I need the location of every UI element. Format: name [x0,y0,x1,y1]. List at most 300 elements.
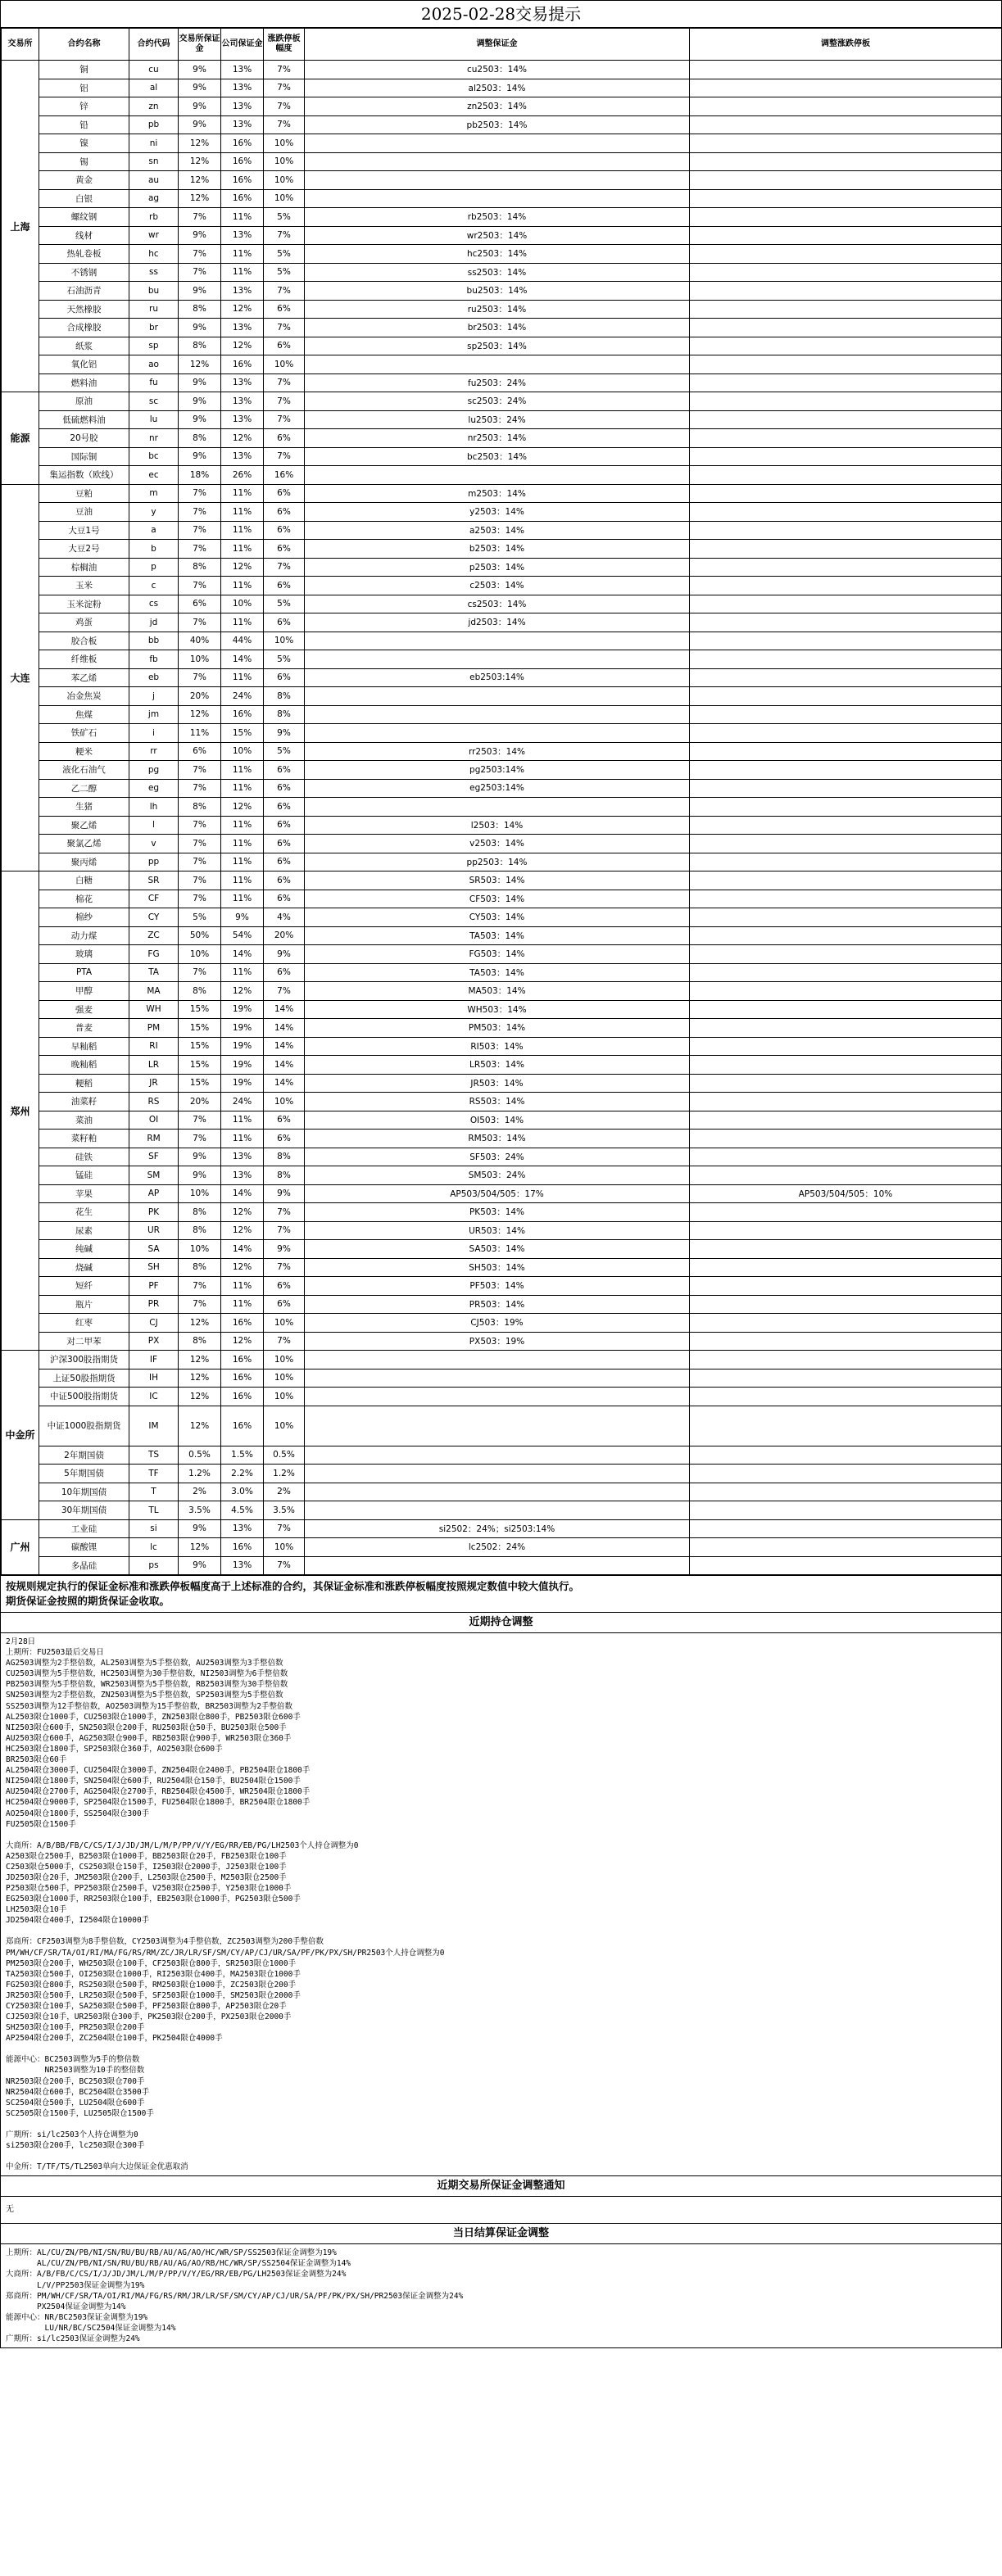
position-line: CU2503调整为5手整倍数，HC2503调整为30手整倍数，NI2503调整为6手整倍数 [6,1669,288,1679]
table-row [2,742,1002,761]
adjusted-limit-cell [690,1519,1002,1538]
exchange-margin-cell: 7% [179,263,221,282]
contract-code-cell: m [129,484,179,503]
company-margin-cell: 11% [221,263,264,282]
price-limit-cell: 7% [264,97,305,116]
company-margin-cell: 12% [221,1332,264,1351]
block-gap [6,1926,996,1936]
price-limit-cell: 10% [264,134,305,153]
price-limit-cell: 6% [264,1277,305,1296]
contract-code-cell: eg [129,779,179,798]
table-row [2,890,1002,908]
settle-section-title: 当日结算保证金调整 [1,2224,1001,2244]
position-line: P2503限仓500手，PP2503限仓2500手，V2503限仓2500手，Y2503限仓1000手 [6,1884,292,1894]
adjusted-margin-cell: lu2503：24% [305,410,690,429]
price-limit-cell: 6% [264,798,305,817]
price-limit-cell: 5% [264,263,305,282]
table-row [2,1019,1002,1038]
exchange-margin-cell: 9% [179,226,221,245]
adjusted-limit-cell [690,705,1002,724]
adjusted-margin-cell: pb2503：14% [305,115,690,134]
adjusted-margin-cell: lc2502：24% [305,1538,690,1557]
exchange-margin-cell: 9% [179,115,221,134]
block-gap [6,2151,996,2162]
contract-code-cell: RM [129,1130,179,1148]
adjusted-margin-cell [305,650,690,669]
adjusted-limit-cell [690,1019,1002,1038]
exchange-margin-cell: 7% [179,779,221,798]
price-limit-cell: 10% [264,1093,305,1111]
contract-name-cell: 天然橡胶 [39,300,129,319]
contract-name-cell: 强麦 [39,1000,129,1019]
table-row [2,134,1002,153]
contract-code-cell: ps [129,1556,179,1575]
table-row [2,687,1002,706]
position-line: AL2504限仓3000手，CU2504限仓3000手，ZN2504限仓2400手，PB2504限仓1800手 [6,1766,311,1776]
position-line: SS2503调整为12手整倍数，AO2503调整为15手整倍数，BR2503调整为2手整倍数 [6,1701,293,1711]
company-margin-cell: 13% [221,282,264,301]
position-line: NI2504限仓1800手，SN2504限仓600手，RU2504限仓150手，BU2504限仓1500手 [6,1777,301,1786]
adjusted-margin-cell: RI503：14% [305,1037,690,1056]
contract-name-cell: 锰硅 [39,1166,129,1185]
price-limit-cell: 6% [264,300,305,319]
exchange-margin-cell: 12% [179,134,221,153]
company-margin-cell: 11% [221,1295,264,1314]
price-limit-cell: 10% [264,1369,305,1388]
table-row [2,171,1002,190]
position-line: A2503限仓2500手，B2503限仓1000手，BB2503限仓20手，FB2503限仓100手 [6,1851,287,1861]
table-row [2,540,1002,559]
adjusted-margin-cell [305,171,690,190]
adjusted-limit-cell [690,1000,1002,1019]
position-line: AU2504限仓2700手，AG2504限仓2700手，RB2504限仓4500手，WR2504限仓1800手 [6,1787,311,1797]
contract-code-cell: p [129,558,179,577]
contract-code-cell: cu [129,61,179,79]
exchange-margin-cell: 7% [179,835,221,853]
price-limit-cell: 7% [264,392,305,411]
price-limit-cell: 6% [264,540,305,559]
adjusted-margin-cell [305,705,690,724]
company-margin-cell: 13% [221,1148,264,1166]
position-line: LH2503限仓10手 [6,1905,67,1915]
company-margin-cell: 11% [221,1130,264,1148]
position-line: NR2503限仓200手，BC2503限仓700手 [6,2076,145,2086]
position-line: 郑商所：CF2503调整为8手整倍数，CY2503调整为4手整倍数，ZC2503调整为200手整倍数 [6,1937,324,1947]
adjusted-limit-cell [690,1166,1002,1185]
header-adjusted-limit: 调整涨跌停板 [690,29,1002,61]
table-row [2,226,1002,245]
adjusted-margin-cell: SR503：14% [305,871,690,890]
table-row [2,1037,1002,1056]
contract-name-cell: 黄金 [39,171,129,190]
price-limit-cell: 5% [264,650,305,669]
position-line: C2503限仓5000手，CS2503限仓150手，I2503限仓2000手，J2503限仓100手 [6,1862,287,1872]
contract-name-cell: 燃料油 [39,373,129,392]
position-line: FG2503限仓800手，RS2503限仓500手，RM2503限仓1000手，ZC2503限仓200手 [6,1980,297,1990]
table-row [2,1184,1002,1203]
table-row [2,466,1002,485]
settle-line: 广期所：si/lc2503保证金调整为24% [6,2334,140,2343]
block-gap [6,2119,996,2130]
company-margin-cell: 1.5% [221,1446,264,1465]
exchange-margin-cell: 8% [179,300,221,319]
company-margin-cell: 13% [221,226,264,245]
adjusted-margin-cell: LR503：14% [305,1056,690,1075]
adjusted-margin-cell: al2503：14% [305,79,690,97]
price-limit-cell: 2% [264,1483,305,1501]
contract-name-cell: 铜 [39,61,129,79]
contract-name-cell: 聚氯乙烯 [39,835,129,853]
table-row [2,1332,1002,1351]
price-limit-cell: 6% [264,963,305,982]
company-margin-cell: 11% [221,245,264,264]
contract-name-cell: 20号胶 [39,429,129,448]
price-limit-cell: 6% [264,337,305,355]
page-title: 2025-02-28交易提示 [1,1,1001,28]
position-line: SH2503限仓100手，PR2503限仓200手 [6,2023,145,2033]
adjusted-margin-cell: pg2503:14% [305,761,690,780]
company-margin-cell: 11% [221,613,264,632]
table-row [2,189,1002,208]
contract-name-cell: 菜油 [39,1111,129,1130]
price-limit-cell: 6% [264,577,305,595]
contract-code-cell: j [129,687,179,706]
position-line: EG2503限仓1000手，RR2503限仓100手，EB2503限仓1000手，PG2503限仓500手 [6,1895,301,1904]
price-limit-cell: 10% [264,189,305,208]
adjusted-limit-cell [690,1295,1002,1314]
company-margin-cell: 16% [221,1314,264,1333]
company-margin-cell: 19% [221,1056,264,1075]
table-row [2,1501,1002,1520]
contract-code-cell: nr [129,429,179,448]
adjusted-margin-cell: CF503：14% [305,890,690,908]
adjusted-margin-cell: cs2503：14% [305,595,690,613]
price-limit-cell: 6% [264,484,305,503]
adjusted-limit-cell [690,410,1002,429]
position-line: TA2503限仓500手，OI2503限仓1000手，RI2503限仓400手，MA2503限仓1000手 [6,1969,301,1979]
exchange-margin-cell: 9% [179,1148,221,1166]
contract-code-cell: jd [129,613,179,632]
adjusted-limit-cell [690,613,1002,632]
price-limit-cell: 6% [264,761,305,780]
table-row [2,61,1002,79]
contract-code-cell: PK [129,1203,179,1222]
company-margin-cell: 14% [221,945,264,964]
adjusted-limit-cell [690,871,1002,890]
adjusted-limit-cell [690,61,1002,79]
position-line: HC2503限仓1800手，SP2503限仓360手，AO2503限仓600手 [6,1744,223,1754]
contract-name-cell: PTA [39,963,129,982]
contract-code-cell: JR [129,1074,179,1093]
adjusted-margin-cell [305,355,690,374]
exchange-margin-cell: 8% [179,1258,221,1277]
company-margin-cell: 10% [221,595,264,613]
contract-code-cell: pp [129,853,179,871]
contract-name-cell: 沪深300股指期货 [39,1351,129,1369]
table-row [2,1221,1002,1240]
contract-code-cell: si [129,1519,179,1538]
adjusted-limit-cell [690,1369,1002,1388]
price-limit-cell: 6% [264,1111,305,1130]
position-line: SC2504限仓500手，LU2504限仓600手 [6,2098,145,2107]
company-margin-cell: 12% [221,558,264,577]
company-margin-cell: 11% [221,577,264,595]
settle-line: PX2504保证金调整为14% [6,2302,126,2311]
adjusted-margin-cell [305,1465,690,1483]
position-line: 广期所：si/lc2503个人持仓调整为0 [6,2130,138,2139]
adjusted-limit-cell [690,373,1002,392]
adjusted-margin-cell: v2503：14% [305,835,690,853]
company-margin-cell: 3.0% [221,1483,264,1501]
table-row [2,853,1002,871]
adjusted-margin-cell [305,1483,690,1501]
contract-name-cell: 液化石油气 [39,761,129,780]
contract-code-cell: PR [129,1295,179,1314]
adjusted-margin-cell: b2503：14% [305,540,690,559]
adjusted-limit-cell [690,1351,1002,1369]
adjusted-margin-cell: rb2503：14% [305,208,690,227]
contract-name-cell: 碳酸锂 [39,1538,129,1557]
position-line: AP2504限仓200手，ZC2504限仓100手，PK2504限仓4000手 [6,2034,223,2044]
adjusted-margin-cell: FG503：14% [305,945,690,964]
table-row [2,1406,1002,1446]
company-margin-cell: 12% [221,798,264,817]
price-limit-cell: 7% [264,982,305,1001]
exchange-margin-cell: 9% [179,447,221,466]
adjusted-margin-cell: fu2503：24% [305,373,690,392]
price-limit-cell: 7% [264,1258,305,1277]
adjusted-limit-cell [690,1056,1002,1075]
settle-line: L/V/PP2503保证金调整为19% [6,2280,145,2290]
contract-name-cell: 普麦 [39,1019,129,1038]
company-margin-cell: 14% [221,1240,264,1259]
adjusted-limit-cell [690,945,1002,964]
position-line: CY2503限仓100手，SA2503限仓500手，PF2503限仓800手，AP2503限仓20手 [6,2002,287,2011]
company-margin-cell: 13% [221,79,264,97]
exchange-margin-cell: 5% [179,908,221,927]
adjusted-limit-cell [690,429,1002,448]
contract-code-cell: rb [129,208,179,227]
price-limit-cell: 8% [264,1166,305,1185]
contract-code-cell: LR [129,1056,179,1075]
adjusted-margin-cell [305,1446,690,1465]
contract-name-cell: 粳米 [39,742,129,761]
adjusted-margin-cell [305,466,690,485]
adjusted-margin-cell [305,1556,690,1575]
company-margin-cell: 16% [221,171,264,190]
adjusted-margin-cell [305,1388,690,1406]
table-row [2,650,1002,669]
price-limit-cell: 6% [264,503,305,522]
adjusted-limit-cell [690,1221,1002,1240]
position-line: AG2503调整为2手整倍数，AL2503调整为5手整倍数，AU2503调整为3手整倍数 [6,1659,283,1668]
adjusted-limit-cell [690,1483,1002,1501]
position-line: NR2504限仓600手，BC2504限仓3500手 [6,2087,150,2097]
contract-name-cell: 2年期国债 [39,1446,129,1465]
table-row [2,761,1002,780]
table-row [2,392,1002,411]
exchange-margin-cell: 9% [179,79,221,97]
exchange-margin-cell: 7% [179,577,221,595]
contract-code-cell: PX [129,1332,179,1351]
position-line: AU2503限仓600手，AG2503限仓900手，RB2503限仓900手，WR2503限仓360手 [6,1733,292,1743]
table-row [2,115,1002,134]
adjusted-margin-cell: AP503/504/505：17% [305,1184,690,1203]
adjusted-limit-cell [690,208,1002,227]
exchange-margin-cell: 7% [179,816,221,835]
contract-code-cell: OI [129,1111,179,1130]
table-row [2,908,1002,927]
company-margin-cell: 13% [221,115,264,134]
contract-code-cell: CJ [129,1314,179,1333]
adjusted-limit-cell [690,687,1002,706]
contract-code-cell: PM [129,1019,179,1038]
exchange-margin-cell: 20% [179,687,221,706]
contract-name-cell: 瓶片 [39,1295,129,1314]
company-margin-cell: 19% [221,1074,264,1093]
contract-code-cell: PF [129,1277,179,1296]
contract-name-cell: 甲醇 [39,982,129,1001]
company-margin-cell: 12% [221,1221,264,1240]
exchange-margin-cell: 7% [179,1130,221,1148]
table-row [2,319,1002,337]
contract-name-cell: 原油 [39,392,129,411]
company-margin-cell: 13% [221,447,264,466]
price-limit-cell: 10% [264,171,305,190]
adjusted-margin-cell: ss2503：14% [305,263,690,282]
exchange-margin-cell: 9% [179,282,221,301]
adjusted-limit-cell [690,816,1002,835]
company-margin-cell: 13% [221,1556,264,1575]
adjusted-margin-cell: sp2503：14% [305,337,690,355]
contract-code-cell: cs [129,595,179,613]
price-limit-cell: 10% [264,1406,305,1446]
contract-code-cell: i [129,724,179,743]
company-margin-cell: 11% [221,761,264,780]
contract-name-cell: 上证50股指期货 [39,1369,129,1388]
adjusted-margin-cell: WH503：14% [305,1000,690,1019]
contract-name-cell: 豆油 [39,503,129,522]
company-margin-cell: 11% [221,503,264,522]
contract-name-cell: 石油沥青 [39,282,129,301]
adjusted-limit-cell [690,466,1002,485]
company-margin-cell: 16% [221,1406,264,1446]
adjusted-limit-cell [690,1446,1002,1465]
header-price-limit: 涨跌停板幅度 [264,29,305,61]
contract-name-cell: 聚乙烯 [39,816,129,835]
company-margin-cell: 11% [221,521,264,540]
contract-name-cell: 集运指数（欧线） [39,466,129,485]
adjusted-limit-cell [690,650,1002,669]
contract-code-cell: TL [129,1501,179,1520]
exchange-margin-cell: 1.2% [179,1465,221,1483]
settle-line: 上期所：AL/CU/ZN/PB/NI/SN/RU/BU/RB/AU/AG/AO/HC/WR/SP/SS2503保证金调整为19% [6,2248,337,2258]
exchange-margin-cell: 6% [179,742,221,761]
company-margin-cell: 16% [221,134,264,153]
exchange-margin-cell: 9% [179,373,221,392]
adjusted-limit-cell [690,577,1002,595]
settle-line: 大商所：A/B/FB/C/CS/I/J/JD/JM/L/M/P/PP/V/Y/EG/RR/EB/PG/LH2503保证金调整为24% [6,2270,347,2279]
adjusted-limit-cell [690,1240,1002,1259]
exchange-margin-cell: 10% [179,1240,221,1259]
adjusted-margin-cell: PK503：14% [305,1203,690,1222]
contract-name-cell: 玉米淀粉 [39,595,129,613]
contract-code-cell: br [129,319,179,337]
adjusted-limit-cell [690,798,1002,817]
company-margin-cell: 11% [221,835,264,853]
position-line: NI2503限仓600手，SN2503限仓200手，RU2503限仓50手，BU2503限仓500手 [6,1723,287,1732]
exchange-margin-cell: 8% [179,429,221,448]
table-row [2,1166,1002,1185]
price-limit-cell: 14% [264,1019,305,1038]
contract-name-cell: 红枣 [39,1314,129,1333]
adjusted-margin-cell: PX503：19% [305,1332,690,1351]
adjusted-limit-cell [690,337,1002,355]
rule-note-line: 期货保证金按照的期货保证金收取。 [6,1595,170,1607]
company-margin-cell: 13% [221,1166,264,1185]
exchange-margin-cell: 7% [179,853,221,871]
company-margin-cell: 24% [221,1093,264,1111]
exchange-margin-cell: 50% [179,926,221,945]
adjusted-margin-cell: RS503：14% [305,1093,690,1111]
contract-name-cell: 生猪 [39,798,129,817]
notice-text: 无 [1,2197,1001,2224]
adjusted-limit-cell [690,1556,1002,1575]
company-margin-cell: 2.2% [221,1465,264,1483]
contract-code-cell: hc [129,245,179,264]
company-margin-cell: 26% [221,466,264,485]
adjusted-margin-cell: m2503：14% [305,484,690,503]
adjusted-margin-cell [305,724,690,743]
company-margin-cell: 11% [221,1111,264,1130]
contract-code-cell: b [129,540,179,559]
contract-name-cell: 锌 [39,97,129,116]
exchange-margin-cell: 6% [179,595,221,613]
contract-code-cell: eb [129,668,179,687]
price-limit-cell: 10% [264,632,305,650]
contract-code-cell: FG [129,945,179,964]
adjusted-limit-cell [690,1277,1002,1296]
contract-code-cell: CY [129,908,179,927]
adjusted-limit-cell [690,226,1002,245]
position-line: 2月28日 [6,1637,36,1646]
adjusted-limit-cell [690,982,1002,1001]
table-row [2,1000,1002,1019]
contract-code-cell: bu [129,282,179,301]
exchange-margin-cell: 12% [179,1538,221,1557]
exchange-margin-cell: 7% [179,1111,221,1130]
company-margin-cell: 11% [221,540,264,559]
table-row [2,1295,1002,1314]
adjusted-limit-cell [690,595,1002,613]
adjusted-limit-cell [690,835,1002,853]
adjusted-limit-cell [690,319,1002,337]
contract-name-cell: 锡 [39,152,129,171]
position-line: PM2503限仓200手，WH2503限仓100手，CF2503限仓800手，SR2503限仓1000手 [6,1958,297,1968]
position-line: BR2503限仓60手 [6,1755,67,1765]
exchange-margin-cell: 15% [179,1000,221,1019]
contract-name-cell: 动力煤 [39,926,129,945]
table-row [2,945,1002,964]
table-row [2,1519,1002,1538]
adjusted-limit-cell [690,540,1002,559]
price-limit-cell: 7% [264,319,305,337]
price-limit-cell: 14% [264,1074,305,1093]
exchange-margin-cell: 12% [179,152,221,171]
company-margin-cell: 4.5% [221,1501,264,1520]
price-limit-cell: 6% [264,816,305,835]
adjusted-limit-cell [690,79,1002,97]
